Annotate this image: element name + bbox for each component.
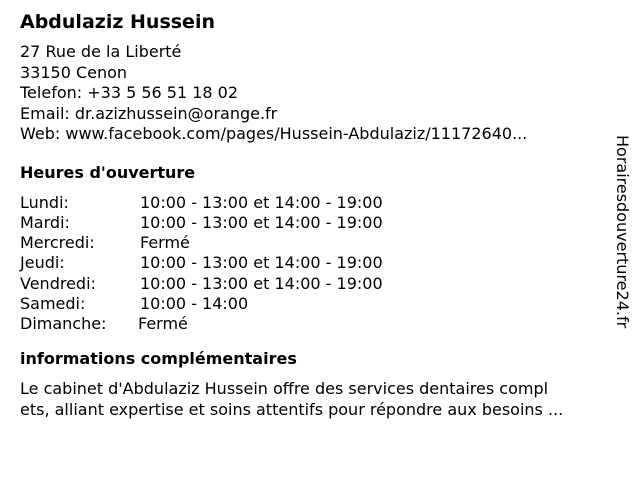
- day-label: Samedi:: [20, 293, 86, 313]
- business-name: Abdulaziz Hussein: [20, 11, 215, 33]
- website-link: Web: www.facebook.com/pages/Hussein-Abdulaziz/11172640...: [20, 124, 528, 143]
- day-label: Mercredi:: [20, 233, 95, 253]
- hours-row-monday: [20, 193, 610, 213]
- info-line-1: Le cabinet d'Abdulaziz Hussein offre des services dentaires compl: [20, 378, 549, 398]
- opening-hours-table: [20, 193, 610, 335]
- day-label: Jeudi:: [20, 253, 65, 273]
- address-city: 33150 Cenon: [20, 62, 128, 82]
- phone-number: Telefon: +33 5 56 51 18 02: [20, 83, 239, 102]
- site-watermark: Horairesdouverture24.fr: [613, 135, 632, 329]
- time-value: 10:00 - 13:00 et 14:00 - 19:00: [140, 273, 383, 293]
- email-address: Email: dr.azizhussein@orange.fr: [20, 103, 278, 123]
- time-value: Fermé: [138, 314, 188, 334]
- contact-details: [20, 42, 610, 145]
- info-line-2: ets, alliant expertise et soins attentifs pour répondre aux besoins ...: [20, 399, 564, 419]
- hours-row-tuesday: [20, 213, 610, 233]
- hours-row-wednesday: [20, 233, 610, 253]
- day-label: Dimanche:: [20, 314, 107, 334]
- day-label: Lundi:: [20, 192, 69, 212]
- hours-row-thursday: [20, 253, 610, 273]
- day-label: Vendredi:: [20, 273, 96, 293]
- time-value: 10:00 - 13:00 et 14:00 - 19:00: [140, 192, 383, 212]
- day-label: Mardi:: [20, 212, 70, 232]
- time-value: 10:00 - 13:00 et 14:00 - 19:00: [140, 253, 383, 273]
- opening-hours-heading: Heures d'ouverture: [20, 162, 196, 182]
- additional-info-text: [20, 378, 610, 420]
- hours-row-friday: [20, 274, 610, 294]
- time-value: Fermé: [140, 233, 190, 253]
- hours-row-saturday: [20, 294, 610, 314]
- additional-info-heading: informations complémentaires: [20, 348, 297, 368]
- hours-row-sunday: [20, 314, 610, 334]
- address-street: 27 Rue de la Liberté: [20, 42, 182, 61]
- time-value: 10:00 - 14:00: [140, 293, 249, 313]
- business-card: [20, 8, 610, 420]
- time-value: 10:00 - 13:00 et 14:00 - 19:00: [140, 212, 383, 232]
- watermark-container: [610, 135, 634, 375]
